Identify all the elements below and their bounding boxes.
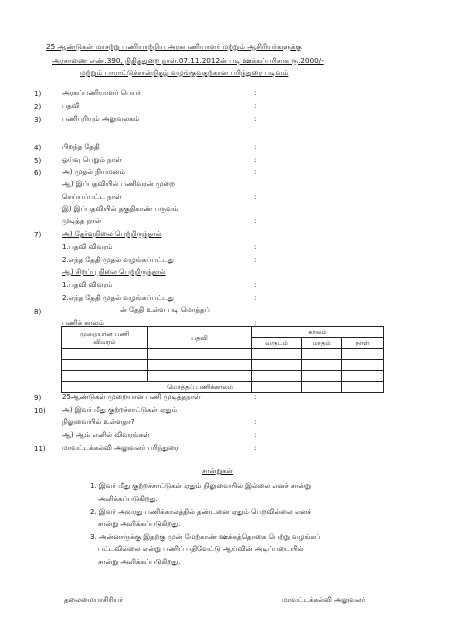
signature-district-officer: மாவட்டக்கல்வி அலுவலர் [282, 596, 366, 604]
field-num: 11) [34, 445, 46, 453]
field-num: 2) [34, 103, 42, 111]
field-colon: : [254, 102, 257, 110]
field-colon: : [254, 319, 257, 327]
signature-headmaster: தலைமையாசிரியர் [64, 596, 124, 604]
table-cell[interactable] [148, 349, 252, 360]
certificate-item-2-line2: சான்று அளிக்கப்படுகிறது. [98, 520, 181, 528]
field-num: 6) [34, 169, 42, 177]
table-row [62, 360, 384, 371]
table-cell[interactable] [252, 349, 302, 360]
field-label: இ) இப்பதவியில் தகுதிகாண் பருவம் [62, 205, 179, 213]
field-colon: : [254, 444, 257, 452]
field-colon: : [254, 168, 257, 176]
field-colon: : [254, 193, 257, 201]
table-cell[interactable] [302, 371, 342, 382]
field-label: 1.பதவி விவரம் [62, 281, 113, 289]
certificate-item-1-line2: அளிக்கப்படுகிறது. [98, 495, 158, 503]
field-label: ஆ) இப்பதவியில் பணிவரன் முறை [62, 180, 175, 188]
col-header-post: பதவி [148, 327, 252, 349]
field-colon: : [254, 281, 257, 289]
field-colon: : [254, 115, 257, 123]
certificate-item-3-line1: 3. அன்னாருக்கு இதற்கு முன் மேற்காண் ஊக்கத்தொகை பெற்று வழங்கப் [90, 533, 321, 541]
field-colon: : [254, 256, 257, 264]
field-colon: : [254, 431, 257, 439]
field-label: பிறந்த தேதி [62, 143, 100, 151]
total-service-label: மொத்தப் பணிக்காலம் [62, 382, 252, 393]
field-colon: : [254, 393, 257, 401]
field-label: 1.பதவி விவரம் [62, 243, 113, 251]
field-label: 25ஆண்டுகள் முறையான பணி முடித்தநாள் [62, 393, 201, 401]
field-label: அ) தேர்வுநிலை பெற்றிருந்தால் [62, 230, 162, 238]
field-colon: : [254, 418, 257, 426]
table-cell[interactable] [62, 360, 148, 371]
col-header-service-detail [62, 327, 148, 349]
certificate-item-3-line3: சான்று அளிக்கப்படுகிறது. [98, 558, 181, 566]
header-line-2: அரசாணை எண்.390, நிதித்துறை நாள்.07.11.2012ன் படி ஊக்கப்பரிசாக ரூ.2000/- [52, 56, 324, 65]
field-colon: : [254, 217, 257, 225]
field-num: 1) [34, 90, 42, 98]
field-colon: : [254, 156, 257, 164]
table-cell[interactable] [342, 349, 384, 360]
field-label: ஓய்வு பெறும் நாள் [62, 156, 122, 164]
certificate-item-1-line1: 1. இவர் மீது குற்றச்சாட்டுகள் ஏதும் நிலுவையில் இல்லை எனச் சான்று [90, 482, 311, 490]
field-label: அ) இவர் மீது குற்றச்சாட்டுகள் ஏதும் [62, 406, 178, 414]
col-header-period: காலம் [252, 327, 384, 338]
field-label: ஆ) சிறப்பு நிலை பெற்றிருந்தால் [62, 268, 166, 276]
table-cell[interactable] [62, 349, 148, 360]
field-num: 9) [34, 394, 42, 402]
field-label: 2.எந்த தேதி முதல் வழங்கப்பட்டது [62, 256, 174, 264]
table-cell[interactable] [302, 360, 342, 371]
header-line-1: 25 ஆண்டுகள் மாசற்று பணியாற்றிய அரசுபணியாளர் மற்றும் ஆசிரியர்களுக்கு [46, 42, 302, 51]
field-label: பணிபுரியும் அலுவலகம் [62, 115, 140, 123]
field-colon: : [254, 89, 257, 97]
field-num: 8) [34, 308, 42, 316]
field-label: ன் தேதி உள்ள படி மொத்தப் [120, 306, 210, 314]
field-label: 2.எந்த தேதி முதல் வழங்கப்பட்டது [62, 294, 174, 302]
field-label: அ) முதல் நியமனம் [62, 168, 125, 176]
col-header-month: மாதம் [302, 338, 342, 349]
table-cell[interactable] [252, 360, 302, 371]
table-cell[interactable] [252, 371, 302, 382]
table-row [62, 349, 384, 360]
certificate-item-2-line1: 2. இவர் அவரது பணிக்காலத்தில் தண்டனை ஏதும் பெறவில்லை எனச் [90, 508, 312, 516]
field-label: ஆ) ஆம் எனில் விவரங்கள் [62, 431, 150, 439]
field-colon: : [254, 294, 257, 302]
field-colon: : [254, 243, 257, 251]
col-header-line1: முறையான பணி [79, 329, 130, 338]
table-cell[interactable] [302, 349, 342, 360]
certificate-item-3-line2: பட்டவில்லை என்று பணிப் பதிவேட்டு ஆய்வின் அடிப்படையில் [98, 545, 304, 553]
field-num: 3) [34, 116, 42, 124]
field-num: 7) [34, 231, 42, 239]
table-total-row [62, 382, 384, 393]
table-cell[interactable] [342, 360, 384, 371]
col-header-day: நாள் [342, 338, 384, 349]
field-num: 10) [34, 407, 46, 415]
field-label: மாவட்டக்கல்வி அலுவலர் பரிந்துரை [62, 444, 179, 452]
field-label: பதவி [62, 102, 80, 110]
table-cell[interactable] [148, 371, 252, 382]
table-cell[interactable] [62, 371, 148, 382]
field-label: நிலுவையில் உள்ளதா? [62, 418, 135, 426]
field-label: செய்யப்பட்ட நாள் [62, 193, 122, 201]
field-label: பணிக் காலம் [62, 319, 104, 327]
col-header-year: வருடம் [252, 338, 302, 349]
field-colon: : [254, 143, 257, 151]
field-label: முடித்த நாள் [62, 217, 102, 225]
service-period-table [61, 326, 384, 393]
table-cell[interactable] [252, 382, 302, 393]
table-row [62, 371, 384, 382]
table-cell[interactable] [342, 371, 384, 382]
col-header-line2: விவரம் [93, 337, 116, 346]
field-label: அரசுப்பணியாளர் பெயர் [62, 89, 141, 97]
table-cell[interactable] [148, 360, 252, 371]
field-num: 5) [34, 157, 42, 165]
certificates-title: சான்றுகள் [202, 467, 233, 475]
table-cell[interactable] [342, 382, 384, 393]
header-line-3: மற்றும் பாராட்டுச்சான்றிதழ் வழங்குவதற்கான பரிந்துரை படிவம் [80, 68, 289, 77]
field-num: 4) [34, 144, 42, 152]
table-cell[interactable] [302, 382, 342, 393]
